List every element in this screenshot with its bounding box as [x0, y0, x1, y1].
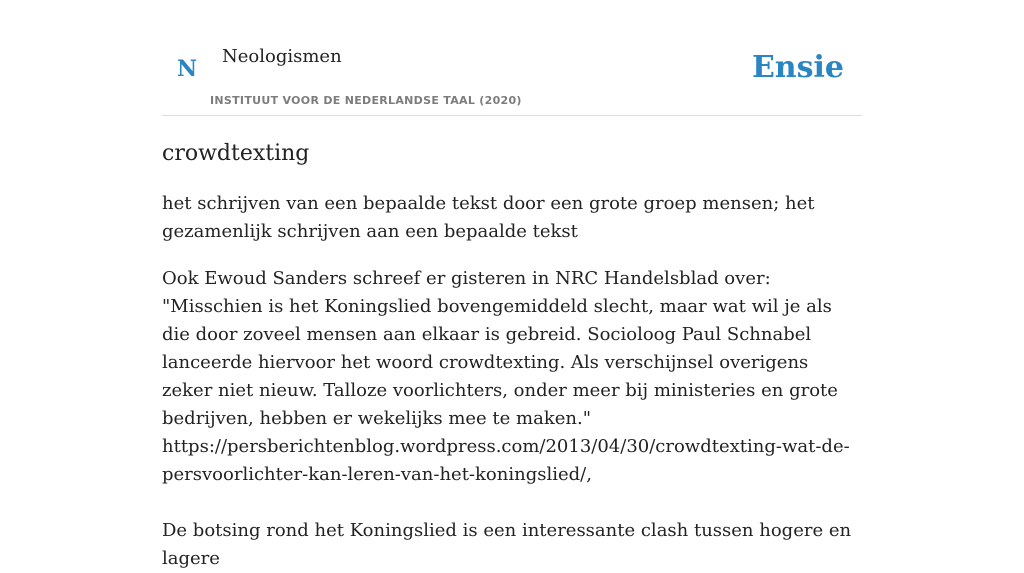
- source-publisher: INSTITUUT VOOR DE NEDERLANDSE TAAL (2020): [210, 94, 522, 107]
- ensie-logo[interactable]: Ensie: [751, 50, 844, 85]
- source-name-link[interactable]: Neologismen: [222, 46, 342, 67]
- entry-content: [162, 138, 862, 573]
- entry-example: De botsing rond het Koningslied is een interessante clash tussen hogere en lagere: [162, 520, 852, 569]
- entry-example: Ook Ewoud Sanders schreef er gisteren in NRC Handelsblad over: "Misschien is het Koningslied bovengemiddeld slecht, maar wat wil je als die door zoveel mensen aan elkaar is gebreid. Socioloog Paul Schnabel lanceerde hiervoor het woord crowdtexting. Als verschijnsel overigens zeker niet nieuw. Talloze voorlichters, onder meer bij ministeries en grote bedrijven, hebben er wekelijks mee te maken." https://persberichtenblog.wordpress.com/2013/04/30/crowdtexting-wat-de-persvoorlichter-kan-leren-van-het-koningslied/,: [162, 268, 850, 485]
- source-header: [162, 0, 862, 116]
- entry-term: crowdtexting: [162, 141, 310, 166]
- source-initial-badge: N: [177, 56, 198, 82]
- entry-definition: het schrijven van een bepaalde tekst door een grote groep mensen; het gezamenlijk schrijven aan een bepaalde tekst: [162, 193, 815, 242]
